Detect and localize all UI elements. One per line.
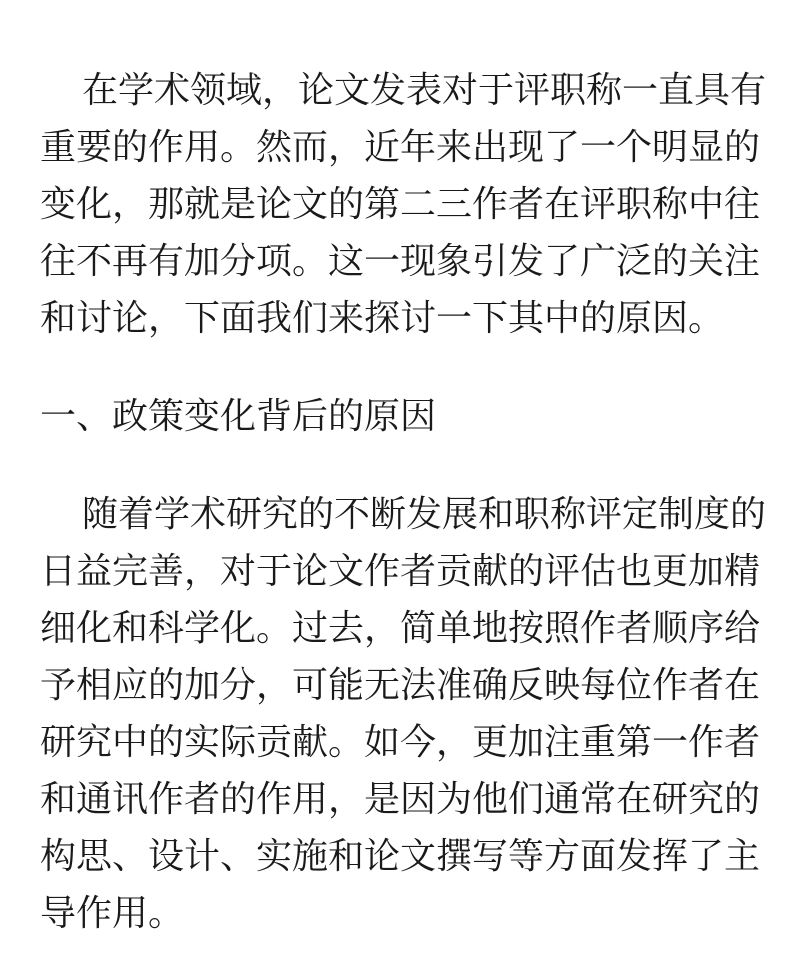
intro-paragraph	[40, 62, 770, 347]
text-line: 日益完善，对于论文作者贡献的评估也更加精	[40, 551, 761, 592]
article-body	[40, 62, 770, 942]
text-line: 往不再有加分项。这一现象引发了广泛的关注	[40, 241, 761, 282]
text-line: 变化，那就是论文的第二三作者在评职称中往	[40, 184, 761, 225]
text-line: 予相应的加分，可能无法准确反映每位作者在	[40, 665, 761, 706]
text-line: 构思、设计、实施和论文撰写等方面发挥了主	[40, 836, 761, 877]
text-line: 随着学术研究的不断发展和职称评定制度的	[82, 494, 767, 535]
section-heading	[40, 388, 770, 445]
text-line: 重要的作用。然而，近年来出现了一个明显的	[40, 127, 761, 168]
text-line: 和通讯作者的作用，是因为他们通常在研究的	[40, 779, 761, 820]
text-line: 细化和科学化。过去，简单地按照作者顺序给	[40, 608, 761, 649]
heading-text: 一、政策变化背后的原因	[40, 396, 437, 437]
text-line: 研究中的实际贡献。如今，更加注重第一作者	[40, 722, 761, 763]
text-line: 和讨论，下面我们来探讨一下其中的原因。	[40, 298, 725, 339]
text-line: 在学术领域，论文发表对于评职称一直具有	[82, 70, 767, 111]
text-line: 导作用。	[40, 893, 185, 934]
section-paragraph	[40, 486, 770, 942]
